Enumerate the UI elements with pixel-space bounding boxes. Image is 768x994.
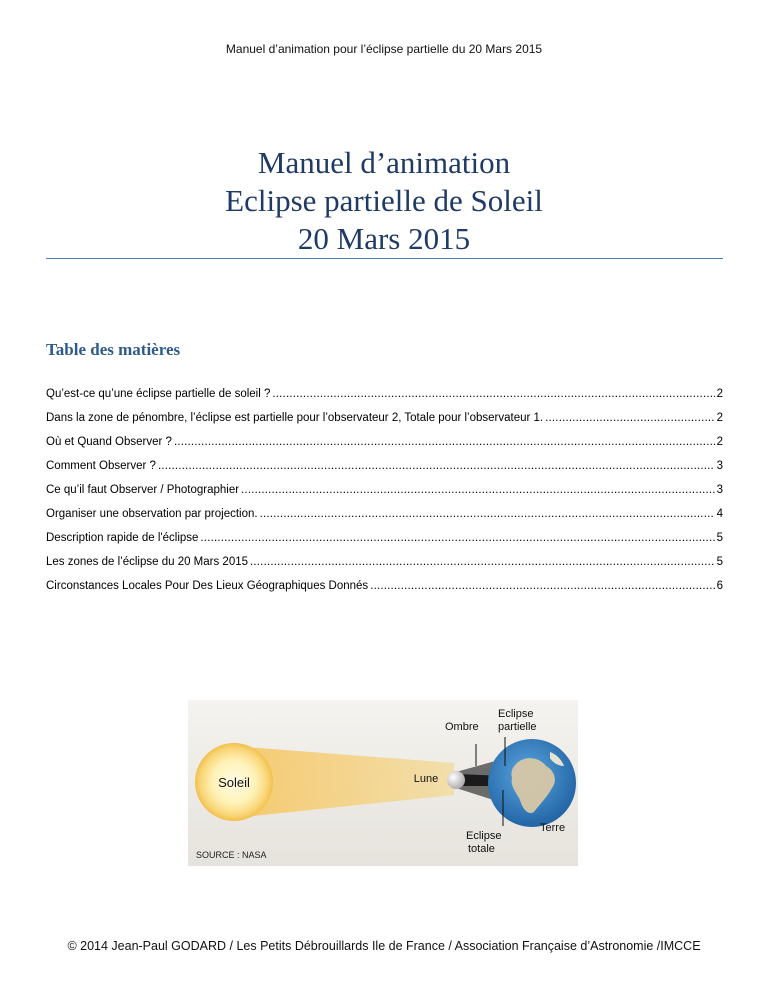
toc-heading: Table des matières — [46, 340, 181, 359]
moon-label: Lune — [413, 773, 439, 785]
total-eclipse-label-line-1: Eclipse — [466, 830, 502, 842]
toc-entry-text[interactable]: Dans la zone de pénombre, l’éclipse est partielle pour l’observateur 2, Totale pour l’observateur 1. — [46, 412, 544, 424]
toc-entry-text[interactable]: Circonstances Locales Pour Des Lieux Géographiques Donnés — [46, 580, 369, 592]
title-divider — [46, 258, 723, 259]
toc-leader-dots — [250, 556, 715, 568]
toc-page-number[interactable]: 2 — [716, 412, 723, 424]
page-footer: © 2014 Jean-Paul GODARD / Les Petits Débrouillards Ile de France / Association Française d’Astronomie /IMCCE — [67, 939, 701, 953]
shadow-label: Ombre — [445, 721, 479, 733]
toc-entry[interactable] — [46, 388, 723, 412]
total-eclipse-label-line-2: totale — [468, 843, 495, 855]
toc-entry[interactable] — [46, 460, 723, 484]
toc-page-number[interactable]: 5 — [716, 532, 723, 544]
toc-entry-text[interactable]: Les zones de l’éclipse du 20 Mars 2015 — [46, 556, 249, 568]
toc-entry[interactable] — [46, 580, 723, 604]
toc-entry[interactable] — [46, 508, 723, 532]
toc-leader-dots — [260, 508, 715, 520]
title-line-2: Eclipse partielle de Soleil — [225, 183, 543, 218]
toc-entry-text[interactable]: Description rapide de l'éclipse — [46, 532, 199, 544]
toc-entry[interactable] — [46, 556, 723, 580]
toc-entry[interactable] — [46, 532, 723, 556]
toc-page-number[interactable]: 4 — [716, 508, 723, 520]
toc-page-number[interactable]: 3 — [716, 484, 723, 496]
toc-page-number[interactable]: 5 — [716, 556, 723, 568]
table-of-contents — [46, 388, 723, 604]
document-title — [0, 144, 768, 258]
eclipse-diagram — [188, 700, 578, 866]
eclipse-diagram-svg — [188, 700, 578, 866]
toc-page-number[interactable]: 3 — [716, 460, 723, 472]
toc-leader-dots — [158, 460, 715, 472]
toc-page-number[interactable]: 2 — [716, 388, 723, 400]
toc-entry-text[interactable]: Ce qu’il faut Observer / Photographier — [46, 484, 240, 496]
moon-icon — [447, 771, 465, 789]
figure-source-label: SOURCE : NASA — [196, 850, 267, 860]
toc-leader-dots — [200, 532, 714, 544]
title-line-1: Manuel d’animation — [257, 145, 511, 180]
toc-entry-text[interactable]: Organiser une observation par projection. — [46, 508, 258, 520]
toc-leader-dots — [545, 412, 714, 424]
partial-eclipse-label-line-1: Eclipse — [498, 708, 534, 720]
earth-label: Terre — [540, 822, 566, 834]
toc-entry-text[interactable]: Qu’est-ce qu’une éclipse partielle de soleil ? — [46, 388, 271, 400]
title-line-3: 20 Mars 2015 — [297, 221, 471, 256]
partial-eclipse-label-line-2: partielle — [498, 721, 537, 733]
page-header: Manuel d’animation pour l’éclipse partielle du 20 Mars 2015 — [225, 42, 543, 56]
toc-entry-text[interactable]: Où et Quand Observer ? — [46, 436, 172, 448]
sun-label: Soleil — [218, 775, 250, 790]
toc-entry-text[interactable]: Comment Observer ? — [46, 460, 156, 472]
toc-leader-dots — [370, 580, 714, 592]
toc-page-number[interactable]: 6 — [716, 580, 723, 592]
toc-leader-dots — [174, 436, 715, 448]
toc-entry[interactable] — [46, 484, 723, 508]
toc-entry[interactable] — [46, 436, 723, 460]
toc-page-number[interactable]: 2 — [716, 436, 723, 448]
toc-entry[interactable] — [46, 412, 723, 436]
toc-leader-dots — [241, 484, 715, 496]
toc-leader-dots — [272, 388, 714, 400]
